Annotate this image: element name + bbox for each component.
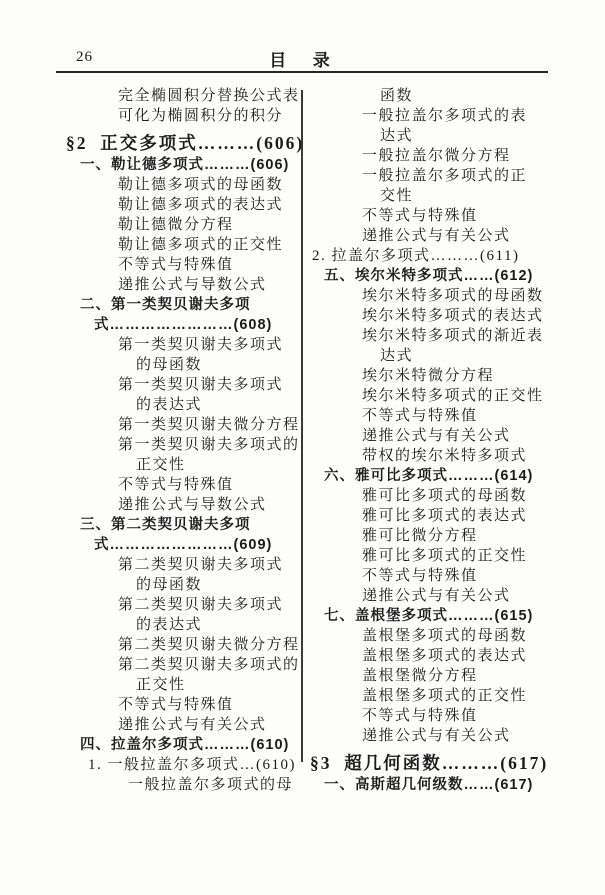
left-column xyxy=(66,86,308,795)
toc-line: 不等式与特殊值 xyxy=(362,568,478,584)
toc-line: 雅可比微分方程 xyxy=(362,528,478,544)
toc-line: 不等式与特殊值 xyxy=(362,208,478,224)
toc-line: 交性 xyxy=(380,188,414,204)
toc-line: 的母函数 xyxy=(136,357,203,373)
toc-line: 一般拉盖尔微分方程 xyxy=(362,148,511,164)
toc-line: 的表达式 xyxy=(136,617,203,633)
toc-line: 盖根堡多项式的母函数 xyxy=(362,628,528,644)
toc-line: 六、雅可比多项式………(614) xyxy=(324,468,534,484)
toc-line: 的母函数 xyxy=(136,577,203,593)
toc-line: 递推公式与有关公式 xyxy=(362,228,511,244)
page-number: 26 xyxy=(76,49,93,65)
toc-line: 五、埃尔米特多项式……(612) xyxy=(324,268,534,284)
toc-line: 1. 一般拉盖尔多项式…(610) xyxy=(88,757,296,773)
toc-line: 第一类契贝谢夫多项式 xyxy=(118,377,284,393)
toc-line: 递推公式与导数公式 xyxy=(118,497,267,513)
toc-line: 第一类契贝谢夫多项式的 xyxy=(118,437,300,453)
toc-line: 递推公式与有关公式 xyxy=(362,728,511,744)
toc-line: 第二类契贝谢夫多项式 xyxy=(118,597,284,613)
toc-line: 第二类契贝谢夫多项式 xyxy=(118,557,284,573)
toc-line: 四、拉盖尔多项式………(610) xyxy=(80,737,290,753)
toc-line: 递推公式与有关公式 xyxy=(362,428,511,444)
toc-line: 式……………………(608) xyxy=(94,317,273,333)
toc-line: 一、高斯超几何级数……(617) xyxy=(324,777,534,793)
toc-line: 埃尔米特多项式的渐近表 xyxy=(362,328,544,344)
toc-line: 勒让德多项式的母函数 xyxy=(118,177,284,193)
header-rule xyxy=(56,71,548,73)
toc-line: 盖根堡多项式的表达式 xyxy=(362,648,528,664)
toc-line: 递推公式与有关公式 xyxy=(362,588,511,604)
toc-line: 勒让德多项式的表达式 xyxy=(118,197,284,213)
toc-line: 七、盖根堡多项式………(615) xyxy=(324,608,534,624)
toc-line: 雅可比多项式的表达式 xyxy=(362,508,528,524)
toc-line: 正交性 xyxy=(136,457,186,473)
toc-line: 三、第二类契贝谢夫多项 xyxy=(80,517,251,533)
toc-line: 不等式与特殊值 xyxy=(118,257,234,273)
toc-line: 的表达式 xyxy=(136,397,203,413)
toc-line: 一般拉盖尔多项式的母 xyxy=(128,777,294,793)
toc-line: 递推公式与有关公式 xyxy=(118,717,267,733)
toc-line: 第一类契贝谢夫微分方程 xyxy=(118,417,300,433)
toc-line: 不等式与特殊值 xyxy=(118,697,234,713)
toc-line: 正交性 xyxy=(136,677,186,693)
toc-line: 不等式与特殊值 xyxy=(362,408,478,424)
toc-line: 勒让德微分方程 xyxy=(118,217,234,233)
toc-line: 可化为椭圆积分的积分 xyxy=(118,108,284,124)
toc-line: 一般拉盖尔多项式的表 xyxy=(362,108,528,124)
toc-line: 勒让德多项式的正交性 xyxy=(118,237,284,253)
toc-line: 二、第一类契贝谢夫多项 xyxy=(80,297,251,313)
toc-line: 第二类契贝谢夫微分方程 xyxy=(118,637,300,653)
toc-line: 式……………………(609) xyxy=(94,537,273,553)
toc-line: 一、勒让德多项式………(606) xyxy=(80,157,290,173)
toc-line: §2 正交多项式………(606) xyxy=(66,133,305,153)
right-column xyxy=(310,86,552,795)
toc-line: 达式 xyxy=(380,128,414,144)
toc-line: 埃尔米特多项式的表达式 xyxy=(362,308,544,324)
toc-line: 雅可比多项式的母函数 xyxy=(362,488,528,504)
toc-line: 递推公式与导数公式 xyxy=(118,277,267,293)
toc-line: 第一类契贝谢夫多项式 xyxy=(118,337,284,353)
toc-line: 不等式与特殊值 xyxy=(362,708,478,724)
toc-line: 雅可比多项式的正交性 xyxy=(362,548,528,564)
toc-line: 达式 xyxy=(380,348,414,364)
toc-line: 函数 xyxy=(380,88,414,104)
toc-line: 埃尔米特多项式的母函数 xyxy=(362,288,544,304)
toc-line: 不等式与特殊值 xyxy=(118,477,234,493)
toc-line: 盖根堡多项式的正交性 xyxy=(362,688,528,704)
toc-line: 一般拉盖尔多项式的正 xyxy=(362,168,528,184)
toc-line: §3 超几何函数………(617) xyxy=(310,753,549,773)
toc-line: 第二类契贝谢夫多项式的 xyxy=(118,657,300,673)
toc-line: 埃尔米特微分方程 xyxy=(362,368,495,384)
toc-line: 2. 拉盖尔多项式………(611) xyxy=(312,248,520,264)
toc-line: 带权的埃尔米特多项式 xyxy=(362,448,528,464)
page-title: 目 录 xyxy=(269,51,336,70)
toc-line: 埃尔米特多项式的正交性 xyxy=(362,388,544,404)
toc-line: 完全椭圆积分替换公式表 xyxy=(118,88,300,104)
toc-line: 盖根堡微分方程 xyxy=(362,668,478,684)
